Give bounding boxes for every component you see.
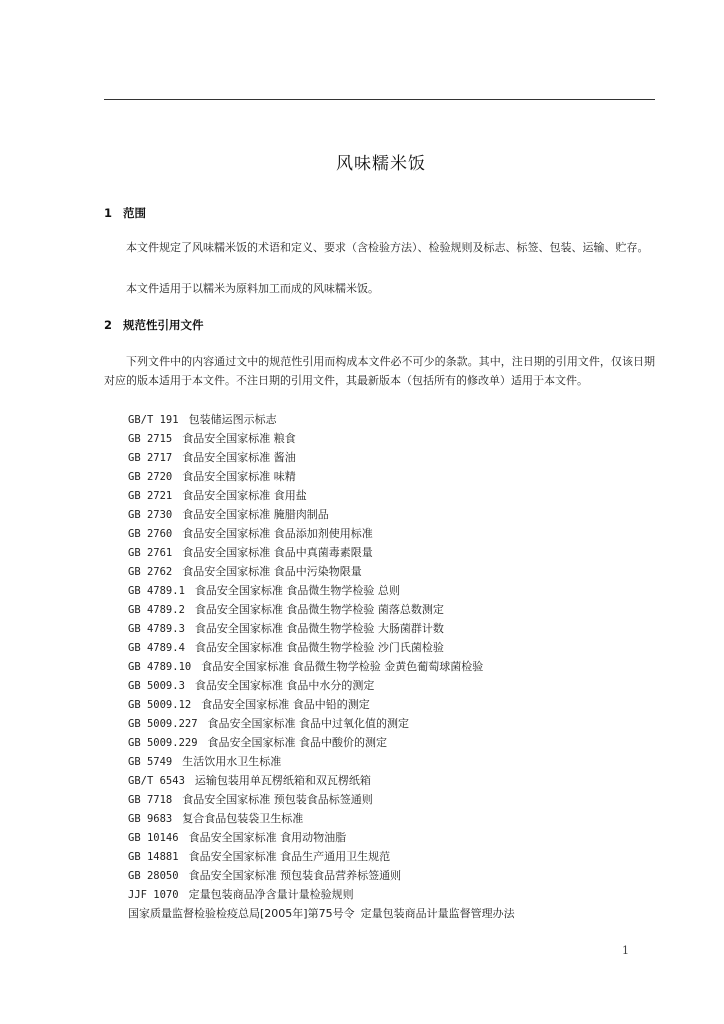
reference-item (128, 410, 515, 429)
reference-code: GB 9683 (128, 813, 173, 825)
reference-item (128, 771, 515, 790)
header-rule (104, 99, 655, 100)
reference-title: 食品安全国家标准 食用盐 (182, 489, 307, 502)
reference-item (128, 695, 515, 714)
paragraph-text: 本文件规定了风味糯米饭的术语和定义、要求（含检验方法）、检验规则及标志、标签、包装、运输、贮存。 (126, 241, 649, 254)
section-number: 1 (104, 206, 113, 220)
reference-code: GB 2721 (128, 490, 173, 502)
reference-code: GB 4789.10 (128, 661, 192, 673)
document-title: 风味糯米饭 (336, 154, 426, 174)
reference-code: GB 5009.3 (128, 680, 185, 692)
reference-item (128, 448, 515, 467)
reference-code: GB 4789.1 (128, 585, 185, 597)
reference-item (128, 524, 515, 543)
section-heading-scope (104, 205, 146, 221)
reference-code: GB 2730 (128, 509, 173, 521)
reference-item (128, 429, 515, 448)
paragraph-text: 本文件适用于以糯米为原料加工而成的风味糯米饭。 (126, 282, 379, 295)
reference-code: GB 28050 (128, 870, 179, 882)
reference-code: GB 2720 (128, 471, 173, 483)
reference-title: 食品安全国家标准 食品中水分的测定 (194, 679, 375, 692)
reference-item (128, 676, 515, 695)
reference-code: GB 5009.12 (128, 699, 192, 711)
reference-item (128, 486, 515, 505)
reference-item (128, 904, 515, 923)
reference-item (128, 657, 515, 676)
reference-title: 定量包装商品净含量计量检验规则 (188, 888, 354, 901)
reference-code: GB/T 6543 (128, 775, 185, 787)
reference-code: GB 14881 (128, 851, 179, 863)
references-intro-paragraph (104, 352, 655, 390)
reference-title: 食品安全国家标准 酱油 (182, 451, 296, 464)
reference-code: GB 4789.3 (128, 623, 185, 635)
reference-code: GB 4789.2 (128, 604, 185, 616)
reference-code: GB 5009.229 (128, 737, 198, 749)
scope-paragraph-1 (104, 238, 655, 257)
reference-item (128, 581, 515, 600)
reference-code: GB 2761 (128, 547, 173, 559)
reference-title: 食品安全国家标准 粮食 (182, 432, 296, 445)
reference-title: 运输包装用单瓦楞纸箱和双瓦楞纸箱 (194, 774, 371, 787)
reference-title: 食品安全国家标准 预包装食品标签通则 (182, 793, 373, 806)
reference-title: 包装储运图示标志 (188, 413, 277, 426)
section-heading-normative-references (104, 317, 204, 333)
reference-title: 食品安全国家标准 食品中酸价的测定 (207, 736, 388, 749)
reference-title: 食品安全国家标准 食品微生物学检验 菌落总数测定 (194, 603, 444, 616)
reference-item (128, 467, 515, 486)
page-number: 1 (622, 944, 629, 957)
reference-code: GB 2760 (128, 528, 173, 540)
scope-paragraph-2 (104, 279, 655, 298)
reference-title: 食品安全国家标准 味精 (182, 470, 296, 483)
reference-title: 食品安全国家标准 食品添加剂使用标准 (182, 527, 373, 540)
reference-code: GB 10146 (128, 832, 179, 844)
reference-list (128, 410, 515, 923)
reference-code: GB 4789.4 (128, 642, 185, 654)
reference-item (128, 847, 515, 866)
reference-code: GB 2762 (128, 566, 173, 578)
reference-title: 食品安全国家标准 食品微生物学检验 金黄色葡萄球菌检验 (201, 660, 484, 673)
reference-title: 食品安全国家标准 食用动物油脂 (188, 831, 347, 844)
reference-item (128, 866, 515, 885)
reference-item (128, 714, 515, 733)
reference-item (128, 885, 515, 904)
reference-title: 食品安全国家标准 腌腊肉制品 (182, 508, 329, 521)
reference-item (128, 638, 515, 657)
reference-code: GB 5009.227 (128, 718, 198, 730)
reference-item (128, 752, 515, 771)
reference-item (128, 733, 515, 752)
paragraph-text: 下列文件中的内容通过文中的规范性引用而构成本文件必不可少的条款。其中，注日期的引用文件，仅该日期对应的版本适用于本文件。不注日期的引用文件，其最新版本（包括所有的修改单）适用于本文件。 (104, 355, 655, 387)
section-number: 2 (104, 318, 113, 332)
reference-code: 国家质量监督检验检疫总局[2005年]第75号令 (128, 907, 355, 920)
reference-code: JJF 1070 (128, 889, 179, 901)
reference-item (128, 543, 515, 562)
section-title: 规范性引用文件 (123, 318, 204, 332)
reference-title: 食品安全国家标准 食品中过氧化值的测定 (207, 717, 410, 730)
reference-item (128, 619, 515, 638)
reference-title: 定量包装商品计量监督管理办法 (360, 907, 515, 920)
reference-code: GB 7718 (128, 794, 173, 806)
reference-code: GB 5749 (128, 756, 173, 768)
reference-code: GB/T 191 (128, 414, 179, 426)
section-title: 范围 (123, 206, 146, 220)
reference-title: 食品安全国家标准 食品微生物学检验 大肠菌群计数 (194, 622, 444, 635)
reference-title: 食品安全国家标准 食品中真菌毒素限量 (182, 546, 373, 559)
reference-item (128, 562, 515, 581)
reference-item (128, 790, 515, 809)
reference-code: GB 2717 (128, 452, 173, 464)
reference-title: 食品安全国家标准 预包装食品营养标签通则 (188, 869, 402, 882)
reference-title: 食品安全国家标准 食品生产通用卫生规范 (188, 850, 391, 863)
reference-item (128, 505, 515, 524)
reference-title: 食品安全国家标准 食品中污染物限量 (182, 565, 362, 578)
reference-title: 复合食品包装袋卫生标准 (182, 812, 304, 825)
reference-code: GB 2715 (128, 433, 173, 445)
reference-item (128, 828, 515, 847)
reference-item (128, 809, 515, 828)
reference-item (128, 600, 515, 619)
reference-title: 食品安全国家标准 食品中铅的测定 (201, 698, 370, 711)
reference-title: 食品安全国家标准 食品微生物学检验 沙门氏菌检验 (194, 641, 444, 654)
reference-title: 食品安全国家标准 食品微生物学检验 总则 (194, 584, 400, 597)
reference-title: 生活饮用水卫生标准 (182, 755, 282, 768)
